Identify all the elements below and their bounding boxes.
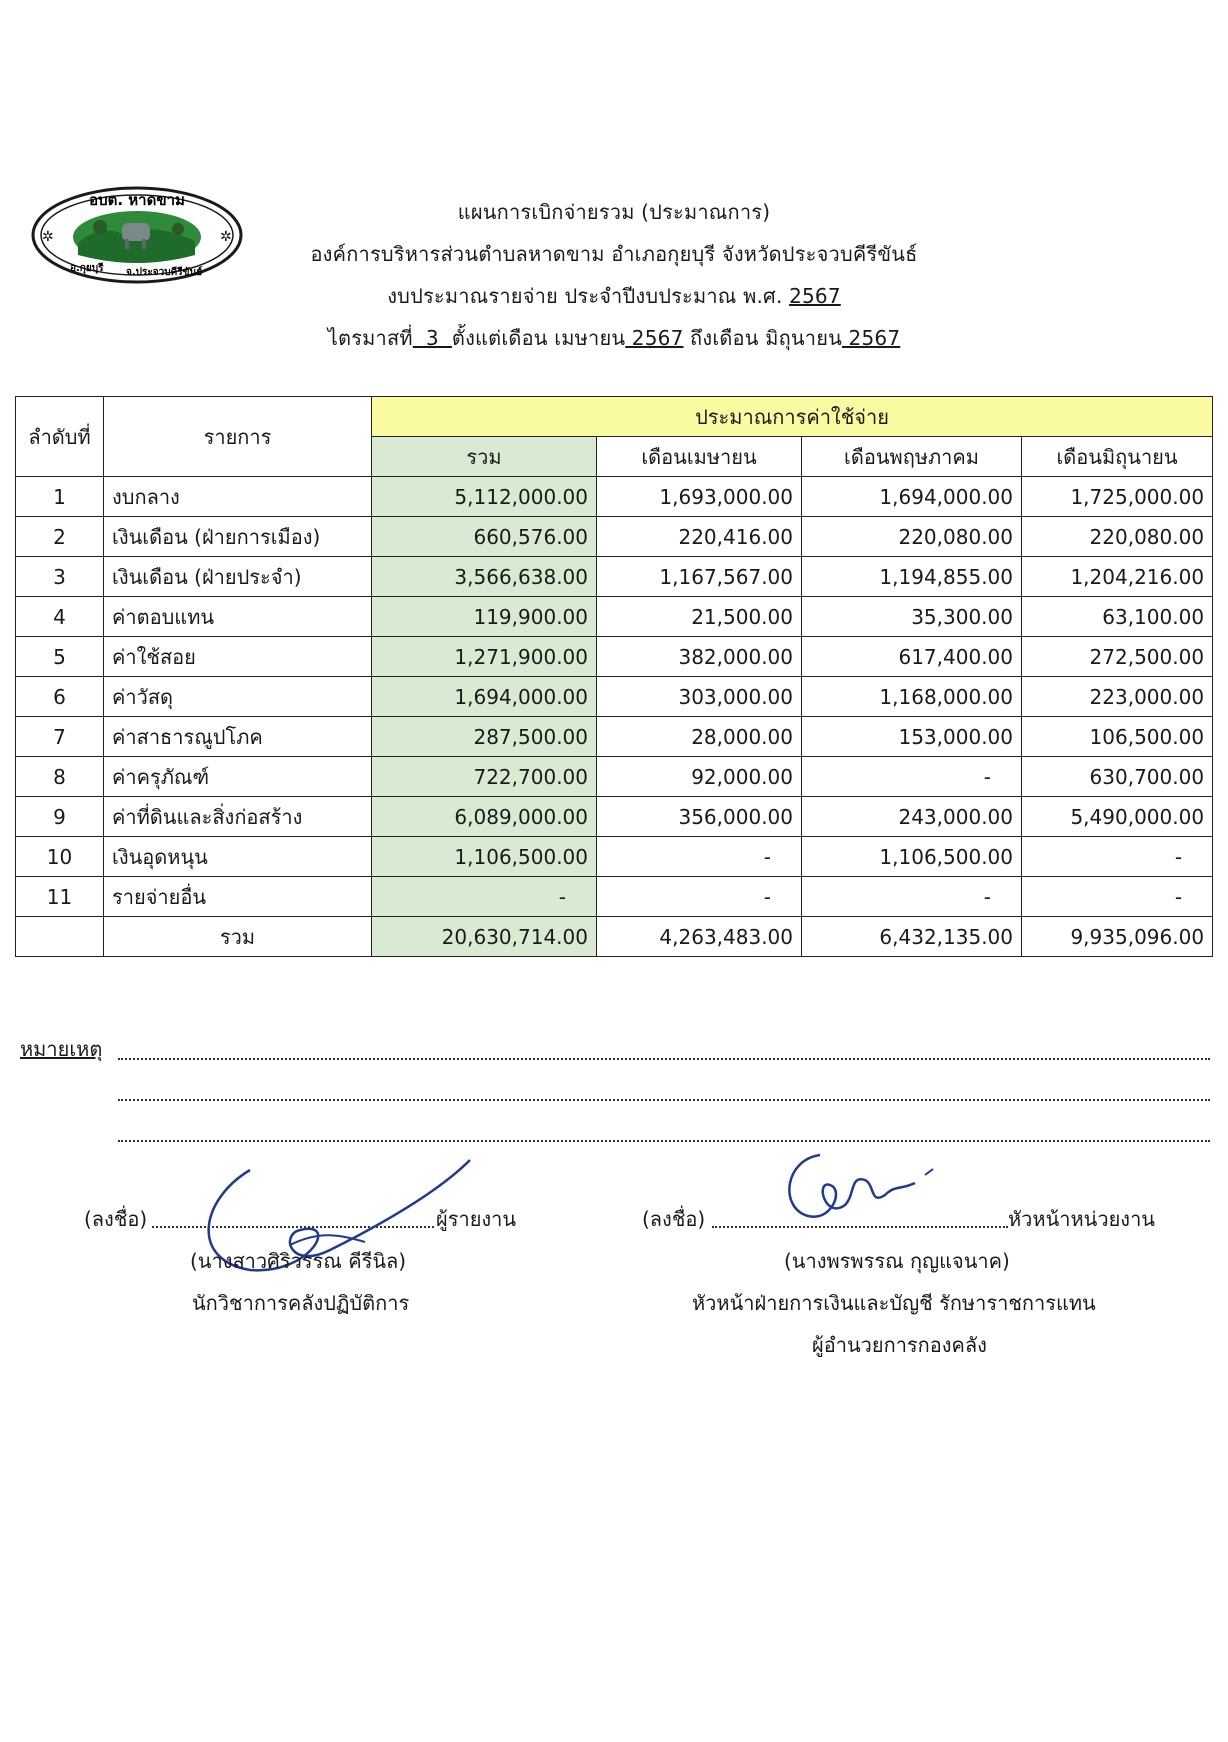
row-june: 63,100.00 [1022, 597, 1213, 637]
row-april: 92,000.00 [597, 757, 802, 797]
right-signature-mark [775, 1145, 955, 1235]
sum-total: 20,630,714.00 [372, 917, 597, 957]
row-total: 1,271,900.00 [372, 637, 597, 677]
row-april: 1,693,000.00 [597, 477, 802, 517]
row-no: 3 [16, 557, 104, 597]
row-june: 220,080.00 [1022, 517, 1213, 557]
row-total: 722,700.00 [372, 757, 597, 797]
row-item: รายจ่ายอื่น [104, 877, 372, 917]
organization-name: องค์การบริหารส่วนตำบลหาดขาม อำเภอกุยบุรี จังหวัดประจวบคีรีขันธ์ [310, 242, 918, 266]
table-row [16, 597, 1213, 637]
header-may: เดือนพฤษภาคม [802, 437, 1022, 477]
row-no: 10 [16, 837, 104, 877]
row-april: - [597, 877, 802, 917]
row-item: ค่าใช้สอย [104, 637, 372, 677]
svg-text:✲: ✲ [42, 229, 54, 245]
sum-april: 4,263,483.00 [597, 917, 802, 957]
row-item: เงินเดือน (ฝ่ายประจำ) [104, 557, 372, 597]
note-line-3 [118, 1140, 1210, 1142]
row-total: 1,694,000.00 [372, 677, 597, 717]
row-june: 5,490,000.00 [1022, 797, 1213, 837]
row-total: 287,500.00 [372, 717, 597, 757]
row-no: 6 [16, 677, 104, 717]
table-row [16, 477, 1213, 517]
budget-year: 2567 [789, 284, 841, 308]
header-item: รายการ [104, 397, 372, 477]
row-item: ค่าที่ดินและสิ่งก่อสร้าง [104, 797, 372, 837]
table-row [16, 797, 1213, 837]
header-total: รวม [372, 437, 597, 477]
row-june: 1,725,000.00 [1022, 477, 1213, 517]
row-june: - [1022, 837, 1213, 877]
table-row [16, 877, 1213, 917]
row-april: 303,000.00 [597, 677, 802, 717]
row-april: - [597, 837, 802, 877]
row-june: 223,000.00 [1022, 677, 1213, 717]
row-item: ค่าวัสดุ [104, 677, 372, 717]
note-label: หมายเหตุ [20, 1037, 103, 1061]
budget-plan-table [15, 396, 1213, 957]
row-item: งบกลาง [104, 477, 372, 517]
row-may: - [802, 757, 1022, 797]
row-no: 5 [16, 637, 104, 677]
row-may: 35,300.00 [802, 597, 1022, 637]
right-role: หัวหน้าหน่วยงาน [1008, 1207, 1155, 1231]
svg-text:อ.กุยบุรี: อ.กุยบุรี [70, 263, 104, 274]
svg-text:จ.ประจวบคีรีขันธ์: จ.ประจวบคีรีขันธ์ [126, 267, 203, 278]
header-estimate-group: ประมาณการค่าใช้จ่าย [372, 397, 1213, 437]
sum-label: รวม [104, 917, 372, 957]
row-no: 7 [16, 717, 104, 757]
row-total: - [372, 877, 597, 917]
row-item: ค่าสาธารณูปโภค [104, 717, 372, 757]
quarter-number: 3 [412, 326, 452, 350]
right-name: (นางพรพรรณ กุญแจนาค) [784, 1249, 1010, 1273]
row-may: 1,168,000.00 [802, 677, 1022, 717]
row-june: 106,500.00 [1022, 717, 1213, 757]
row-total: 660,576.00 [372, 517, 597, 557]
note-line-1 [118, 1058, 1210, 1060]
table-row [16, 677, 1213, 717]
row-may: 1,194,855.00 [802, 557, 1022, 597]
row-total: 6,089,000.00 [372, 797, 597, 837]
sum-june: 9,935,096.00 [1022, 917, 1213, 957]
budget-year-line: งบประมาณรายจ่าย ประจำปีงบประมาณ พ.ศ. 2567 [387, 284, 841, 308]
sum-may: 6,432,135.00 [802, 917, 1022, 957]
row-total: 3,566,638.00 [372, 557, 597, 597]
row-may: - [802, 877, 1022, 917]
row-april: 21,500.00 [597, 597, 802, 637]
table-row [16, 517, 1213, 557]
row-may: 1,694,000.00 [802, 477, 1022, 517]
document-title: แผนการเบิกจ่ายรวม (ประมาณการ) [457, 200, 771, 224]
row-june: 1,204,216.00 [1022, 557, 1213, 597]
right-position-2: ผู้อำนวยการกองคลัง [812, 1333, 987, 1357]
row-item: ค่าตอบแทน [104, 597, 372, 637]
row-item: เงินเดือน (ฝ่ายการเมือง) [104, 517, 372, 557]
sum-row [16, 917, 1213, 957]
left-position: นักวิชาการคลังปฏิบัติการ [192, 1291, 410, 1315]
table-row [16, 717, 1213, 757]
row-may: 153,000.00 [802, 717, 1022, 757]
row-april: 28,000.00 [597, 717, 802, 757]
row-may: 220,080.00 [802, 517, 1022, 557]
row-no: 1 [16, 477, 104, 517]
row-june: 272,500.00 [1022, 637, 1213, 677]
row-may: 1,106,500.00 [802, 837, 1022, 877]
row-no: 2 [16, 517, 104, 557]
svg-text:อบต. หาดขาม: อบต. หาดขาม [89, 191, 185, 209]
quarter-line: ไตรมาสที่ 3 ตั้งแต่เดือน เมษายน 2567 ถึงเดือน มิถุนายน 2567 [327, 326, 901, 350]
row-april: 220,416.00 [597, 517, 802, 557]
row-no: 8 [16, 757, 104, 797]
row-item: ค่าครุภัณฑ์ [104, 757, 372, 797]
right-position: หัวหน้าฝ่ายการเงินและบัญชี รักษาราชการแทน [692, 1291, 1096, 1315]
row-total: 5,112,000.00 [372, 477, 597, 517]
table-row [16, 557, 1213, 597]
header-april: เดือนเมษายน [597, 437, 802, 477]
left-role: ผู้รายงาน [436, 1207, 517, 1231]
note-line-2 [118, 1099, 1210, 1101]
row-no: 11 [16, 877, 104, 917]
row-total: 119,900.00 [372, 597, 597, 637]
table-row [16, 637, 1213, 677]
row-may: 617,400.00 [802, 637, 1022, 677]
row-total: 1,106,500.00 [372, 837, 597, 877]
row-no: 4 [16, 597, 104, 637]
row-april: 356,000.00 [597, 797, 802, 837]
table-row [16, 757, 1213, 797]
right-sign-prefix: (ลงชื่อ) [642, 1207, 706, 1231]
row-june: - [1022, 877, 1213, 917]
table-row [16, 837, 1213, 877]
left-name: (นางสาวศิริวรรณ คีรีนิล) [190, 1249, 407, 1273]
row-april: 382,000.00 [597, 637, 802, 677]
header-june: เดือนมิถุนายน [1022, 437, 1213, 477]
row-may: 243,000.00 [802, 797, 1022, 837]
row-april: 1,167,567.00 [597, 557, 802, 597]
row-item: เงินอุดหนุน [104, 837, 372, 877]
header-no: ลำดับที่ [16, 397, 104, 477]
left-sign-prefix: (ลงชื่อ) [84, 1207, 148, 1231]
row-june: 630,700.00 [1022, 757, 1213, 797]
row-no: 9 [16, 797, 104, 837]
svg-text:✲: ✲ [220, 229, 232, 245]
